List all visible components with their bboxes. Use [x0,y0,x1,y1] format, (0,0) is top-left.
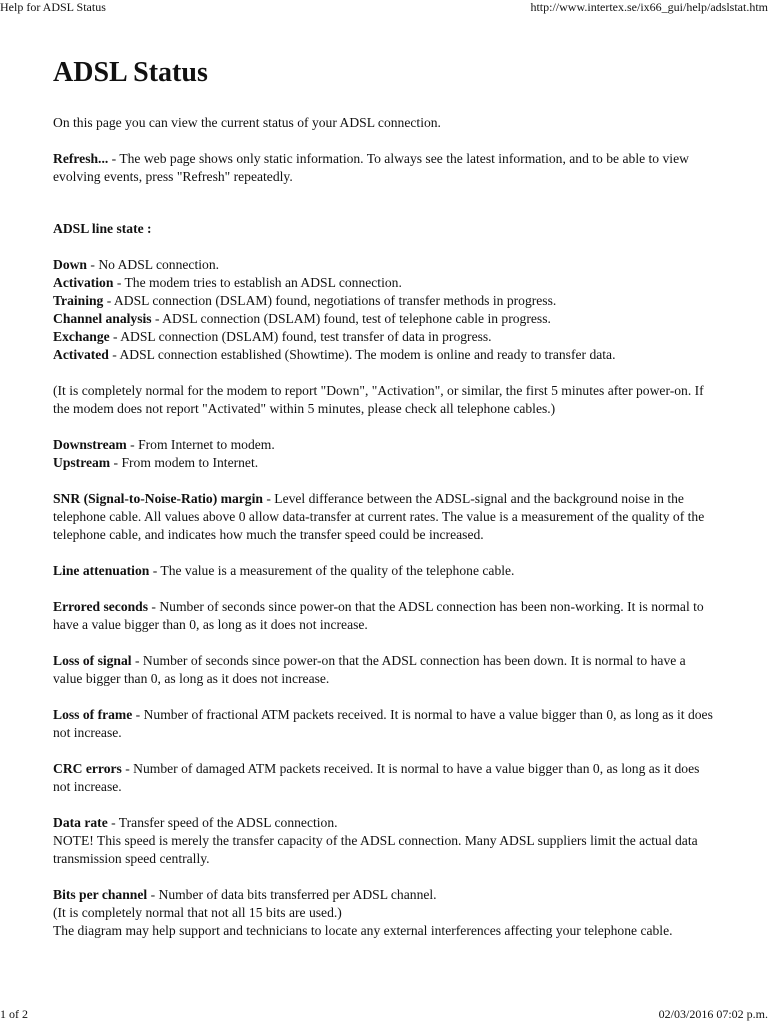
downstream-line: Downstream - From Internet to modem. [53,437,275,452]
print-header-url: http://www.intertex.se/ix66_gui/help/adslstat.htm [530,0,768,14]
page-number: 1 of 2 [0,1007,28,1021]
snr-paragraph: SNR (Signal-to-Noise-Ratio) margin - Level differance between the ADSL-signal and the background noise in the telephone cable. All values above 0 allow data-transfer at current rates. The value is a measurement of the quality of the telephone cable, and indicates how much the transfer speed could be increased. [53,491,705,542]
state-channel-analysis: Channel analysis - ADSL connection (DSLAM) found, test of telephone cable in progress. [53,311,551,326]
state-activated: Activated - ADSL connection established (Showtime). The modem is online and ready to transfer data. [53,347,616,362]
direction-paragraph [53,436,713,472]
print-header-title: Help for ADSL Status [0,0,106,14]
data-rate-paragraph [53,814,713,868]
intro-paragraph: On this page you can view the current status of your ADSL connection. [53,115,441,130]
print-timestamp: 02/03/2016 07:02 p.m. [658,1007,768,1021]
state-exchange: Exchange - ADSL connection (DSLAM) found, test transfer of data in progress. [53,329,492,344]
crc-errors-paragraph: CRC errors - Number of damaged ATM packets received. It is normal to have a value bigger than 0, as long as it does not increase. [53,761,700,794]
refresh-text: - The web page shows only static information. To always see the latest information, and to be able to view evolving events, press "Refresh" repeatedly. [53,151,689,184]
data-rate-note: NOTE! This speed is merely the transfer capacity of the ADSL connection. Many ADSL suppliers limit the actual data transmission speed centrally. [53,833,698,866]
line-state-list [53,256,713,364]
data-rate-line: Data rate - Transfer speed of the ADSL connection. [53,815,338,830]
attenuation-paragraph: Line attenuation - The value is a measurement of the quality of the telephone cable. [53,563,515,578]
bits-note-2: The diagram may help support and technicians to locate any external interferences affecting your telephone cable. [53,923,673,938]
refresh-term: Refresh... [53,151,109,166]
bits-per-channel-paragraph [53,886,713,940]
bits-note-1: (It is completely normal that not all 15 bits are used.) [53,905,342,920]
upstream-line: Upstream - From modem to Internet. [53,455,259,470]
errored-seconds-paragraph: Errored seconds - Number of seconds since power-on that the ADSL connection has been non-working. It is normal to have a value bigger than 0, as long as it does not increase. [53,599,704,632]
state-down: Down - No ADSL connection. [53,257,220,272]
loss-of-frame-paragraph: Loss of frame - Number of fractional ATM packets received. It is normal to have a value bigger than 0, as long as it does not increase. [53,707,713,740]
line-state-heading: ADSL line state : [53,221,152,236]
page-title: ADSL Status [53,57,208,88]
document-body [53,56,713,958]
bits-line: Bits per channel - Number of data bits transferred per ADSL channel. [53,887,437,902]
state-activation: Activation - The modem tries to establish an ADSL connection. [53,275,402,290]
state-training: Training - ADSL connection (DSLAM) found, negotiations of transfer methods in progress. [53,293,557,308]
refresh-paragraph [53,150,713,186]
normal-note-paragraph: (It is completely normal for the modem to report "Down", "Activation", or similar, the first 5 minutes after power-on. If the modem does not report "Activated" within 5 minutes, please check all telephone cables.) [53,383,704,416]
loss-of-signal-paragraph: Loss of signal - Number of seconds since power-on that the ADSL connection has been down. It is normal to have a value bigger than 0, as long as it does not increase. [53,653,686,686]
